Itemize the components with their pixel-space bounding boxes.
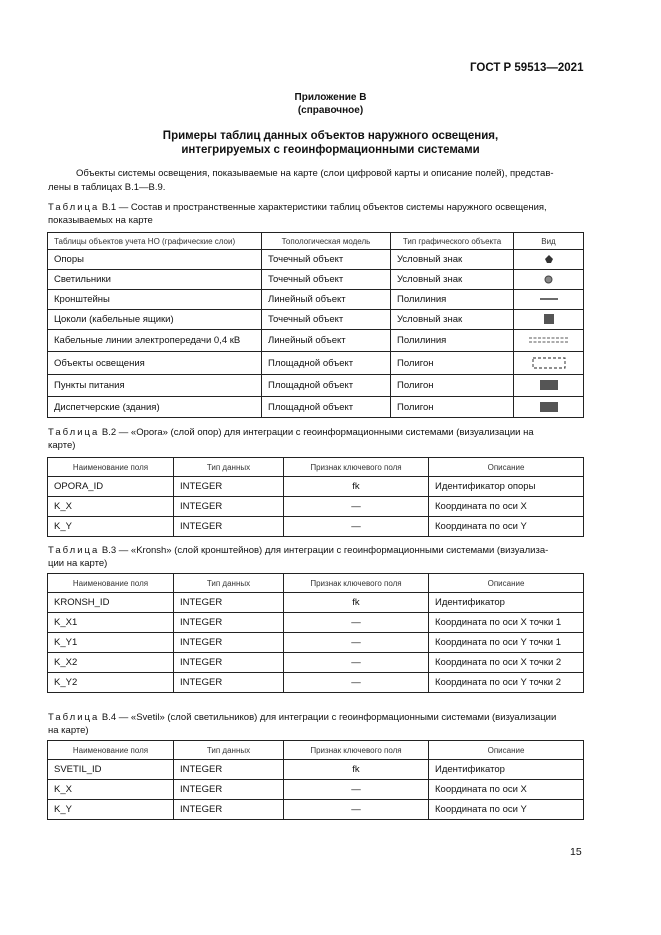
table-cell: Цоколи (кабельные ящики) bbox=[48, 310, 262, 330]
table-cell: Координата по оси Y точки 1 bbox=[429, 633, 584, 653]
table-row bbox=[48, 613, 584, 633]
table-cell: Идентификатор bbox=[429, 760, 584, 780]
filled-polygon-icon bbox=[540, 380, 558, 390]
table-row bbox=[48, 270, 584, 290]
table-cell: Координата по оси X bbox=[429, 497, 584, 517]
table-cell: K_X bbox=[48, 780, 174, 800]
table-cell: INTEGER bbox=[174, 780, 284, 800]
table-cell bbox=[514, 397, 584, 418]
table-row bbox=[48, 397, 584, 418]
table2-header-cell: Признак ключевого поля bbox=[284, 458, 429, 477]
table-cell: — bbox=[284, 653, 429, 673]
cable-line-symbol-icon bbox=[529, 335, 569, 345]
table-cell: Точечный объект bbox=[262, 270, 391, 290]
table-cell: INTEGER bbox=[174, 593, 284, 613]
table-cell: Точечный объект bbox=[262, 250, 391, 270]
table-cell: — bbox=[284, 780, 429, 800]
table4-header-row bbox=[48, 741, 584, 760]
intro-line-1: Объекты системы освещения, показываемые на карте (слои цифровой карты и описание полей), представ- bbox=[76, 168, 554, 179]
table-cell: INTEGER bbox=[174, 633, 284, 653]
table-cell: fk bbox=[284, 477, 429, 497]
table3 bbox=[47, 573, 584, 693]
table-row bbox=[48, 760, 584, 780]
table4-caption-line-2: на карте) bbox=[48, 724, 89, 736]
table-cell: OPORA_ID bbox=[48, 477, 174, 497]
table3-header-row bbox=[48, 574, 584, 593]
luminaire-symbol-icon bbox=[543, 274, 554, 285]
table-row bbox=[48, 633, 584, 653]
table-cell: INTEGER bbox=[174, 800, 284, 820]
table-cell: Площадной объект bbox=[262, 397, 391, 418]
table-row bbox=[48, 352, 584, 375]
table1-caption-line-2: показываемых на карте bbox=[48, 214, 153, 226]
table1-caption-text: В.1 — Состав и пространственные характеристики таблиц объектов системы наружного освещения, bbox=[99, 202, 547, 213]
table-cell: Полилиния bbox=[391, 290, 514, 310]
table2-caption-label: Таблица bbox=[48, 427, 100, 438]
table1-caption-label: Таблица bbox=[48, 202, 100, 213]
table1-header-row bbox=[48, 233, 584, 250]
table2-header-cell: Тип данных bbox=[174, 458, 284, 477]
table-cell: Кабельные линии электропередачи 0,4 кВ bbox=[48, 330, 262, 352]
table-row bbox=[48, 477, 584, 497]
table-cell: Площадной объект bbox=[262, 375, 391, 397]
table-cell: Координата по оси X bbox=[429, 780, 584, 800]
table-cell: Площадной объект bbox=[262, 352, 391, 375]
table-cell: K_Y bbox=[48, 800, 174, 820]
table3-header-cell: Признак ключевого поля bbox=[284, 574, 429, 593]
table-cell: INTEGER bbox=[174, 653, 284, 673]
table-cell: Условный знак bbox=[391, 270, 514, 290]
table2-caption-text: В.2 — «Opora» (слой опор) для интеграции с геоинформационными системами (визуализации на bbox=[99, 427, 534, 438]
table-cell: K_X1 bbox=[48, 613, 174, 633]
dashed-polygon-icon bbox=[532, 357, 566, 369]
table-cell: SVETIL_ID bbox=[48, 760, 174, 780]
table-cell: Координата по оси Y bbox=[429, 517, 584, 537]
table-cell: fk bbox=[284, 593, 429, 613]
table3-caption bbox=[48, 545, 583, 570]
table-cell: Кронштейны bbox=[48, 290, 262, 310]
table-cell bbox=[514, 310, 584, 330]
table4-caption-label: Таблица bbox=[48, 712, 100, 723]
table-cell: — bbox=[284, 673, 429, 693]
table-cell: K_Y1 bbox=[48, 633, 174, 653]
table-cell: INTEGER bbox=[174, 497, 284, 517]
table-row bbox=[48, 593, 584, 613]
table1 bbox=[47, 232, 584, 418]
table2-header-cell: Наименование поля bbox=[48, 458, 174, 477]
table-cell: Идентификатор bbox=[429, 593, 584, 613]
table-cell: INTEGER bbox=[174, 760, 284, 780]
table-cell: Полигон bbox=[391, 352, 514, 375]
table3-header-cell: Описание bbox=[429, 574, 584, 593]
table-row bbox=[48, 653, 584, 673]
table-cell: Координата по оси X точки 2 bbox=[429, 653, 584, 673]
table4-header-cell: Тип данных bbox=[174, 741, 284, 760]
table4-header-cell: Описание bbox=[429, 741, 584, 760]
table1-header-cell: Вид bbox=[514, 233, 584, 250]
table2-header-cell: Описание bbox=[429, 458, 584, 477]
table4 bbox=[47, 740, 584, 820]
table-cell: K_X bbox=[48, 497, 174, 517]
appendix-title: Приложение В bbox=[294, 92, 367, 103]
table-cell: K_Y2 bbox=[48, 673, 174, 693]
table-cell: Линейный объект bbox=[262, 330, 391, 352]
table-cell: Координата по оси Y bbox=[429, 800, 584, 820]
table-cell: Условный знак bbox=[391, 310, 514, 330]
table1-header-cell: Топологическая модель bbox=[262, 233, 391, 250]
table-row bbox=[48, 310, 584, 330]
table3-caption-label: Таблица bbox=[48, 545, 100, 556]
table1-header-cell: Тип графического объекта bbox=[391, 233, 514, 250]
table-cell: K_Y bbox=[48, 517, 174, 537]
table-cell bbox=[514, 330, 584, 352]
table1-header-cell: Таблицы объектов учета НО (графические слои) bbox=[48, 233, 262, 250]
section-heading-line-2: интегрируемых с геоинформационными системами bbox=[181, 144, 480, 156]
table-cell: INTEGER bbox=[174, 673, 284, 693]
table2-header-row bbox=[48, 458, 584, 477]
table3-caption-text: В.3 — «Kronsh» (слой кронштейнов) для интеграции с геоинформационными системами (визуализа- bbox=[99, 545, 549, 556]
table-cell bbox=[514, 375, 584, 397]
table4-caption-text: В.4 — «Svetil» (слой светильников) для интеграции с геоинформационными системами (визуализации bbox=[99, 712, 557, 723]
pole-symbol-icon bbox=[544, 254, 554, 264]
table4-header-cell: Наименование поля bbox=[48, 741, 174, 760]
table-cell: — bbox=[284, 613, 429, 633]
table-cell: — bbox=[284, 633, 429, 653]
table-cell: Диспетчерские (здания) bbox=[48, 397, 262, 418]
table-row bbox=[48, 673, 584, 693]
table-row bbox=[48, 290, 584, 310]
line-symbol-icon bbox=[540, 297, 558, 301]
table-cell: Условный знак bbox=[391, 250, 514, 270]
table-cell: Опоры bbox=[48, 250, 262, 270]
table-cell bbox=[514, 352, 584, 375]
table3-header-cell: Тип данных bbox=[174, 574, 284, 593]
table-row bbox=[48, 250, 584, 270]
table-row bbox=[48, 517, 584, 537]
table-row bbox=[48, 497, 584, 517]
table-cell: Полигон bbox=[391, 397, 514, 418]
table3-header-cell: Наименование поля bbox=[48, 574, 174, 593]
table-cell: fk bbox=[284, 760, 429, 780]
table-cell: Координата по оси Y точки 2 bbox=[429, 673, 584, 693]
table-cell: Точечный объект bbox=[262, 310, 391, 330]
table-cell: Пункты питания bbox=[48, 375, 262, 397]
intro-paragraph bbox=[48, 167, 583, 194]
table-cell: INTEGER bbox=[174, 613, 284, 633]
table-cell: Светильники bbox=[48, 270, 262, 290]
table4-header-cell: Признак ключевого поля bbox=[284, 741, 429, 760]
table-cell: Идентификатор опоры bbox=[429, 477, 584, 497]
table-cell: KRONSH_ID bbox=[48, 593, 174, 613]
table-row bbox=[48, 800, 584, 820]
table-row bbox=[48, 375, 584, 397]
table4-caption bbox=[48, 712, 583, 737]
table-cell: Координата по оси X точки 1 bbox=[429, 613, 584, 633]
table-cell: — bbox=[284, 497, 429, 517]
intro-line-2: лены в таблицах В.1—В.9. bbox=[48, 181, 166, 193]
table-cell: Полилиния bbox=[391, 330, 514, 352]
table-cell: INTEGER bbox=[174, 477, 284, 497]
table-cell: — bbox=[284, 800, 429, 820]
table-cell bbox=[514, 250, 584, 270]
table2-caption-line-2: карте) bbox=[48, 439, 76, 451]
table1-caption bbox=[48, 202, 583, 227]
page-number: 15 bbox=[570, 846, 582, 858]
table-cell: Полигон bbox=[391, 375, 514, 397]
table-cell: — bbox=[284, 517, 429, 537]
table-row bbox=[48, 780, 584, 800]
table2 bbox=[47, 457, 584, 537]
table-cell: Линейный объект bbox=[262, 290, 391, 310]
filled-polygon-icon bbox=[540, 402, 558, 412]
square-symbol-icon bbox=[544, 314, 554, 324]
table-cell bbox=[514, 270, 584, 290]
table-cell bbox=[514, 290, 584, 310]
section-heading-line-1: Примеры таблиц данных объектов наружного освещения, bbox=[162, 130, 499, 142]
table2-caption bbox=[48, 427, 583, 452]
document-standard-number: ГОСТ Р 59513—2021 bbox=[470, 62, 584, 74]
table-cell: Объекты освещения bbox=[48, 352, 262, 375]
table-row bbox=[48, 330, 584, 352]
appendix-subtitle: (справочное) bbox=[297, 105, 364, 116]
table-cell: INTEGER bbox=[174, 517, 284, 537]
table3-caption-line-2: ции на карте) bbox=[48, 557, 108, 569]
table-cell: K_X2 bbox=[48, 653, 174, 673]
